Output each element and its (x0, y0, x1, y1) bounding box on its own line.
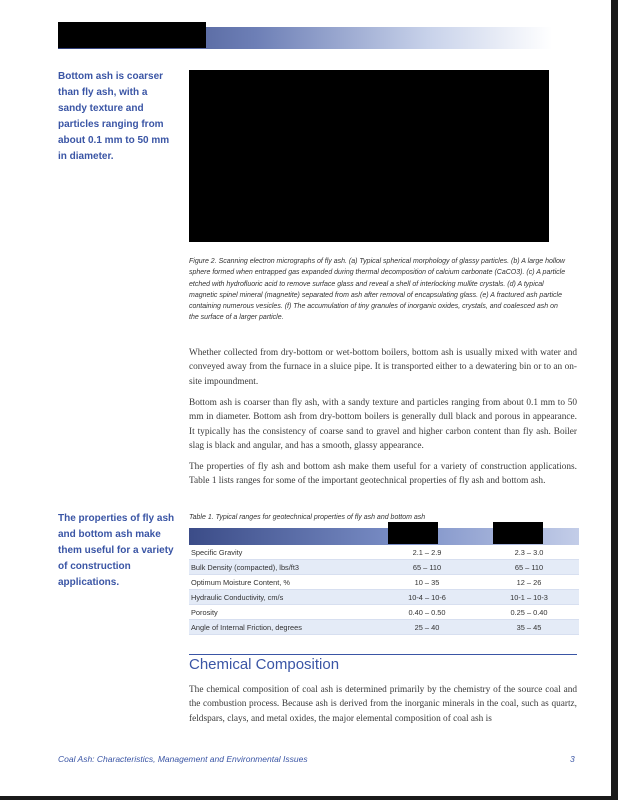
table-title: Table 1. Typical ranges for geotechnical properties of fly ash and bottom ash (189, 514, 426, 521)
table-cell-fly-ash: 25 – 40 (375, 620, 477, 635)
table-row (189, 605, 579, 620)
table-cell-bottom-ash: 35 – 45 (477, 620, 579, 635)
column-header-redacted-fly-ash (388, 522, 438, 544)
section-divider (189, 654, 577, 655)
table-cell-fly-ash: 10-4 – 10-6 (375, 590, 477, 605)
header-redaction-block (58, 22, 206, 48)
table-row (189, 575, 579, 590)
body-paragraph-1: Whether collected from dry-bottom or wet-bottom boilers, bottom ash is usually mixed with water and conveyed away from the furnace in a sluice pipe. It is transported either to a dewatering bin or to an on-site impoundment. (189, 348, 577, 387)
table-row (189, 545, 579, 560)
body-paragraph-3: The properties of fly ash and bottom ash make them useful for a variety of construction applications. Table 1 lists ranges for some of the important geotechnical properties of fly ash and bottom ash. (189, 462, 577, 487)
figure-redacted-image (189, 70, 549, 242)
table-row (189, 620, 579, 635)
page-number: 3 (570, 754, 575, 764)
table-cell-fly-ash: 65 – 110 (375, 560, 477, 575)
section-heading: Chemical Composition (189, 656, 340, 673)
table-cell-fly-ash: 10 – 35 (375, 575, 477, 590)
table-cell-fly-ash: 0.40 – 0.50 (375, 605, 477, 620)
table-cell-property: Bulk Density (compacted), lbs/ft3 (189, 560, 375, 575)
table-cell-property: Porosity (189, 605, 375, 620)
column-header-redacted-bottom-ash (493, 522, 543, 544)
table-cell-bottom-ash: 65 – 110 (477, 560, 579, 575)
pull-quote-properties: The properties of fly ash and bottom ash make them useful for a variety of construction applications. (58, 513, 175, 588)
table-header-bar (189, 528, 579, 545)
table-cell-fly-ash: 2.1 – 2.9 (375, 545, 477, 560)
table-cell-bottom-ash: 12 – 26 (477, 575, 579, 590)
table-cell-bottom-ash: 0.25 – 0.40 (477, 605, 579, 620)
table-row (189, 560, 579, 575)
body-paragraph-2: Bottom ash is coarser than fly ash, with a sandy texture and particles ranging from about 0.1 mm to 50 mm in diameter. Bottom ash from dry-bottom boilers is generally dull black and porous in appearance. It typically has the consistency of coarse sand to gravel and higher carbon content than fly ash. Boiler slag is black and angular, and has a smooth, glassy appearance. (189, 398, 577, 451)
footer-title: Coal Ash: Characteristics, Management and Environmental Issues (58, 754, 308, 764)
table-row (189, 590, 579, 605)
scan-edge-right (611, 0, 618, 800)
figure-caption: Figure 2. Scanning electron micrographs of fly ash. (a) Typical spherical morphology of glassy particles. (b) A large hollow sphere formed when entrapped gas expanded during thermal decomposition of calcium carbonate (CaCO3). (c) A particle etched with hydrofluoric acid to remove surface glass and reveal a shell of interlocking mullite crystals. (d) A typical magnetic spinel mineral (magnetite) separated from ash after removal of encapsulating glass. (e) A fractured ash particle containing numerous vesicles. (f) The accumulation of tiny granules of inorganic oxides, crystals, and coalesced ash on the surface of a larger particle. (189, 258, 566, 322)
table-cell-property: Specific Gravity (189, 545, 375, 560)
table-cell-bottom-ash: 10-1 – 10-3 (477, 590, 579, 605)
properties-table-body (189, 545, 579, 635)
pull-quote-bottom-ash: Bottom ash is coarser than fly ash, with a sandy texture and particles ranging from about 0.1 mm to 50 mm in diameter. (58, 71, 170, 162)
scan-edge-bottom (0, 796, 618, 800)
properties-table (189, 528, 579, 635)
table-cell-property: Angle of Internal Friction, degrees (189, 620, 375, 635)
table-cell-property: Hydraulic Conductivity, cm/s (189, 590, 375, 605)
table-cell-property: Optimum Moisture Content, % (189, 575, 375, 590)
table-cell-bottom-ash: 2.3 – 3.0 (477, 545, 579, 560)
section-paragraph-1: The chemical composition of coal ash is determined primarily by the chemistry of the source coal and the combustion process. Because ash is derived from the inorganic minerals in the coal, such as quartz, feldspars, clays, and metal oxides, the major elemental composition of coal ash is (189, 685, 577, 724)
